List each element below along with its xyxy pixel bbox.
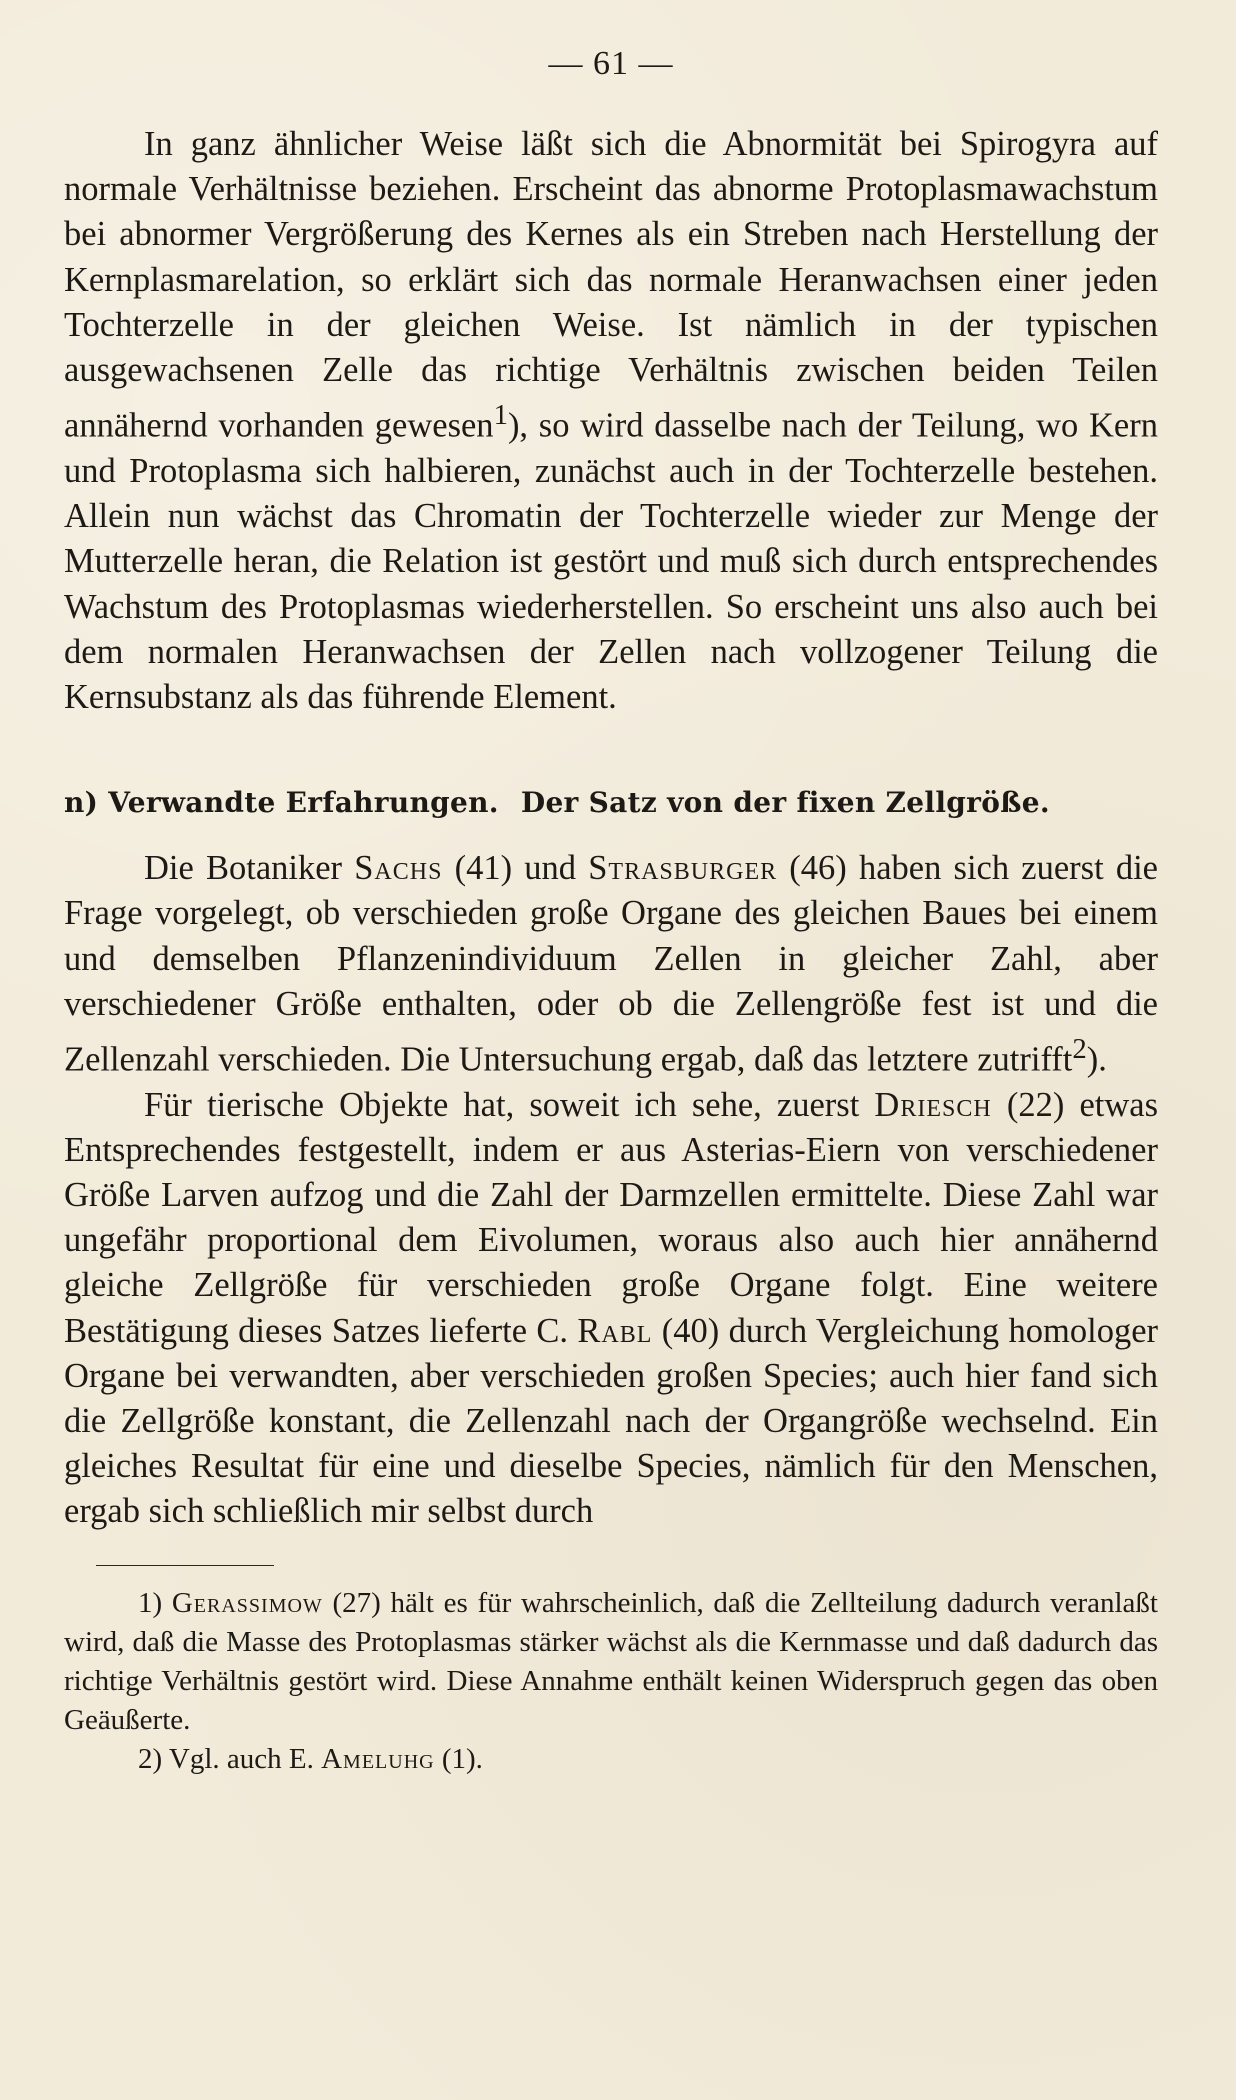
footnote-2: [64, 1740, 1158, 1779]
footnote-ref-2[interactable]: 2: [1072, 1032, 1087, 1065]
footnote-text: (27) hält es für wahrscheinlich, daß die Zellteilung dadurch veranlaßt wird, daß die Masse des Protoplasmas stärker wächst als die Kernmasse und daß dadurch das richtige Verhältnis gestört wird. Diese Annahme enthält keinen Widerspruch gegen das oben Geäußerte.: [64, 1586, 1158, 1736]
paragraph-tierische-objekte: [64, 1083, 1158, 1535]
author-name: Ameluhg: [321, 1742, 435, 1775]
author-name: Driesch: [874, 1085, 992, 1124]
page-number: — 61 —: [548, 45, 674, 82]
paragraph-text: Die Botaniker: [144, 849, 355, 888]
author-name: Rabl: [577, 1311, 653, 1350]
paragraph-text: (40) durch Vergleichung homologer Organe bei verwandten, aber verschieden großen Species; auch hier fand sich die Zellgröße konstant, die Zellenzahl nach der Organgröße wechselnd. Ein gleiches Resultat für eine und dieselbe Species, nämlich für den Menschen, ergab sich schließlich mir selbst durch: [64, 1311, 1158, 1531]
footnote-1: [64, 1584, 1158, 1740]
paragraph-botaniker: [64, 846, 1158, 1083]
section-title: Der Satz von der fixen Zellgröße.: [520, 786, 1050, 820]
author-name: Gerassimow: [171, 1586, 323, 1619]
author-name: Sachs: [354, 849, 443, 888]
section-label: n) Verwandte Erfahrungen.: [64, 786, 499, 820]
footnote-text: (1).: [434, 1742, 483, 1775]
paragraph-text: ), so wird dasselbe nach der Teilung, wo Kern und Protoplasma sich halbieren, zunächst auch in der Tochterzelle bestehen. Allein nun wächst das Chromatin der Tochterzelle wieder zur Menge der Mutterzelle heran, die Relation ist gestört und muß sich durch entsprechendes Wachstum des Protoplasmas wiederherstellen. So erscheint uns also auch bei dem normalen Heranwachsen der Zellen nach vollzogener Teilung die Kernsubstanz als das führende Element.: [64, 406, 1158, 716]
paragraph-text: (41) und: [442, 849, 589, 888]
paragraph-spirogyra: [64, 122, 1158, 720]
author-name: Strasburger: [588, 849, 778, 888]
section-heading: [64, 784, 1158, 822]
paragraph-text: (46) haben sich zuerst die Frage vorgelegt, ob verschieden große Organe des gleichen Baues bei einem und demselben Pflanzenindividuum Zellen in gleicher Zahl, aber verschiedener Größe enthalten, oder ob die Zellengröße fest ist und die Zellenzahl verschieden. Die Untersuchung ergab, daß das letztere zutrifft: [64, 849, 1158, 1079]
paragraph-text: Für tierische Objekte hat, soweit ich sehe, zuerst: [144, 1085, 875, 1124]
footnotes: [64, 1584, 1158, 1779]
footnote-marker: 2) Vgl. auch E.: [138, 1742, 322, 1775]
footnote-marker: 1): [138, 1586, 172, 1619]
paragraph-text: In ganz ähnlicher Weise läßt sich die Abnormität bei Spirogyra auf normale Verhältnisse beziehen. Erscheint das abnorme Protoplasmawachstum bei abnormer Vergrößerung des Kernes als ein Streben nach Herstellung der Kernplasmarelation, so erklärt sich das normale Heranwachsen einer jeden Tochterzelle in der gleichen Weise. Ist nämlich in der typischen ausgewachsenen Zelle das richtige Verhältnis zwischen beiden Teilen annähernd vorhanden gewesen: [64, 125, 1158, 445]
footnote-ref-1[interactable]: 1: [493, 399, 508, 432]
footnote-divider: [96, 1565, 274, 1566]
paragraph-text: ).: [1086, 1040, 1107, 1079]
paragraph-text: (22) etwas Entsprechendes festgestellt, indem er aus Asterias-Eiern von verschiedener Größe Larven aufzog und die Zahl der Darmzellen ermittelte. Diese Zahl war ungefähr proportional dem Eivolumen, woraus also auch hier annähernd gleiche Zellgröße für verschieden große Organe folgt. Eine weitere Bestätigung dieses Satzes lieferte C.: [64, 1085, 1158, 1350]
